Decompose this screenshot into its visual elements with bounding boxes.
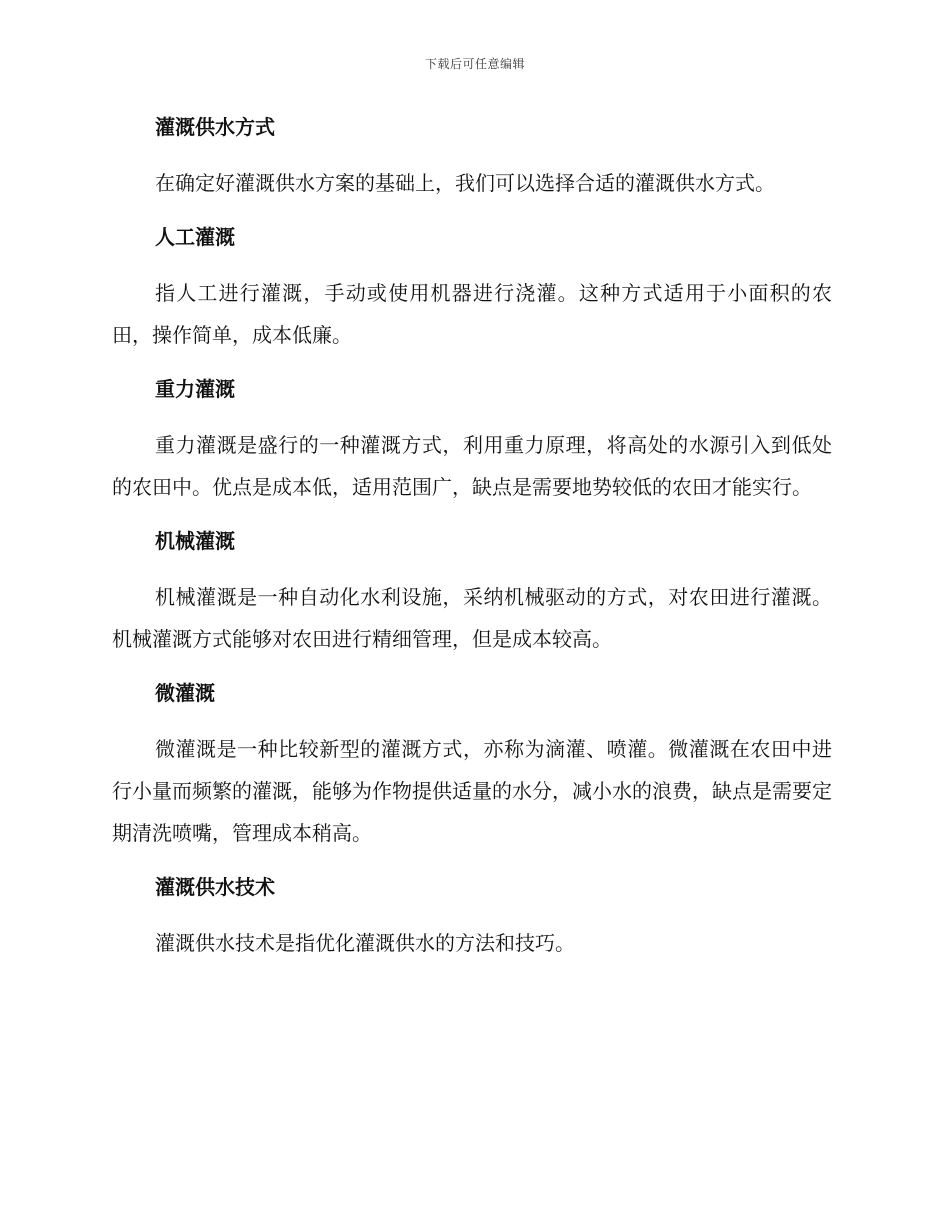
section-heading-supply-methods: 灌溉供水方式 bbox=[155, 115, 275, 139]
section-paragraph-mechanical-irrigation: 机械灌溉是一种自动化水利设施，采纳机械驱动的方式，对农田进行灌溉。机械灌溉方式能够对农田进行精细管理，但是成本较高。 bbox=[112, 585, 832, 651]
section-paragraph-manual-irrigation: 指人工进行灌溉，手动或使用机器进行浇灌。这种方式适用于小面积的农田，操作简单，成本低廉。 bbox=[112, 281, 832, 347]
document-body bbox=[112, 108, 832, 978]
section-heading-manual-irrigation: 人工灌溉 bbox=[155, 225, 235, 249]
section-paragraph-gravity-irrigation: 重力灌溉是盛行的一种灌溉方式，利用重力原理，将高处的水源引入到低处的农田中。优点是成本低，适用范围广，缺点是需要地势较低的农田才能实行。 bbox=[112, 433, 832, 499]
section-paragraph-micro-irrigation: 微灌溉是一种比较新型的灌溉方式，亦称为滴灌、喷灌。微灌溉在农田中进行小量而频繁的灌溉，能够为作物提供适量的水分，减小水的浪费，缺点是需要定期清洗喷嘴，管理成本稍高。 bbox=[112, 737, 832, 845]
section-paragraph-supply-methods: 在确定好灌溉供水方案的基础上，我们可以选择合适的灌溉供水方式。 bbox=[155, 171, 775, 195]
section-paragraph-supply-technology: 灌溉供水技术是指优化灌溉供水的方法和技巧。 bbox=[155, 931, 575, 955]
section-heading-mechanical-irrigation: 机械灌溉 bbox=[155, 529, 235, 553]
header-note: 下载后可任意编辑 bbox=[424, 57, 525, 71]
section-heading-supply-technology: 灌溉供水技术 bbox=[155, 875, 275, 899]
section-heading-micro-irrigation: 微灌溉 bbox=[155, 681, 215, 705]
section-heading-gravity-irrigation: 重力灌溉 bbox=[155, 377, 235, 401]
